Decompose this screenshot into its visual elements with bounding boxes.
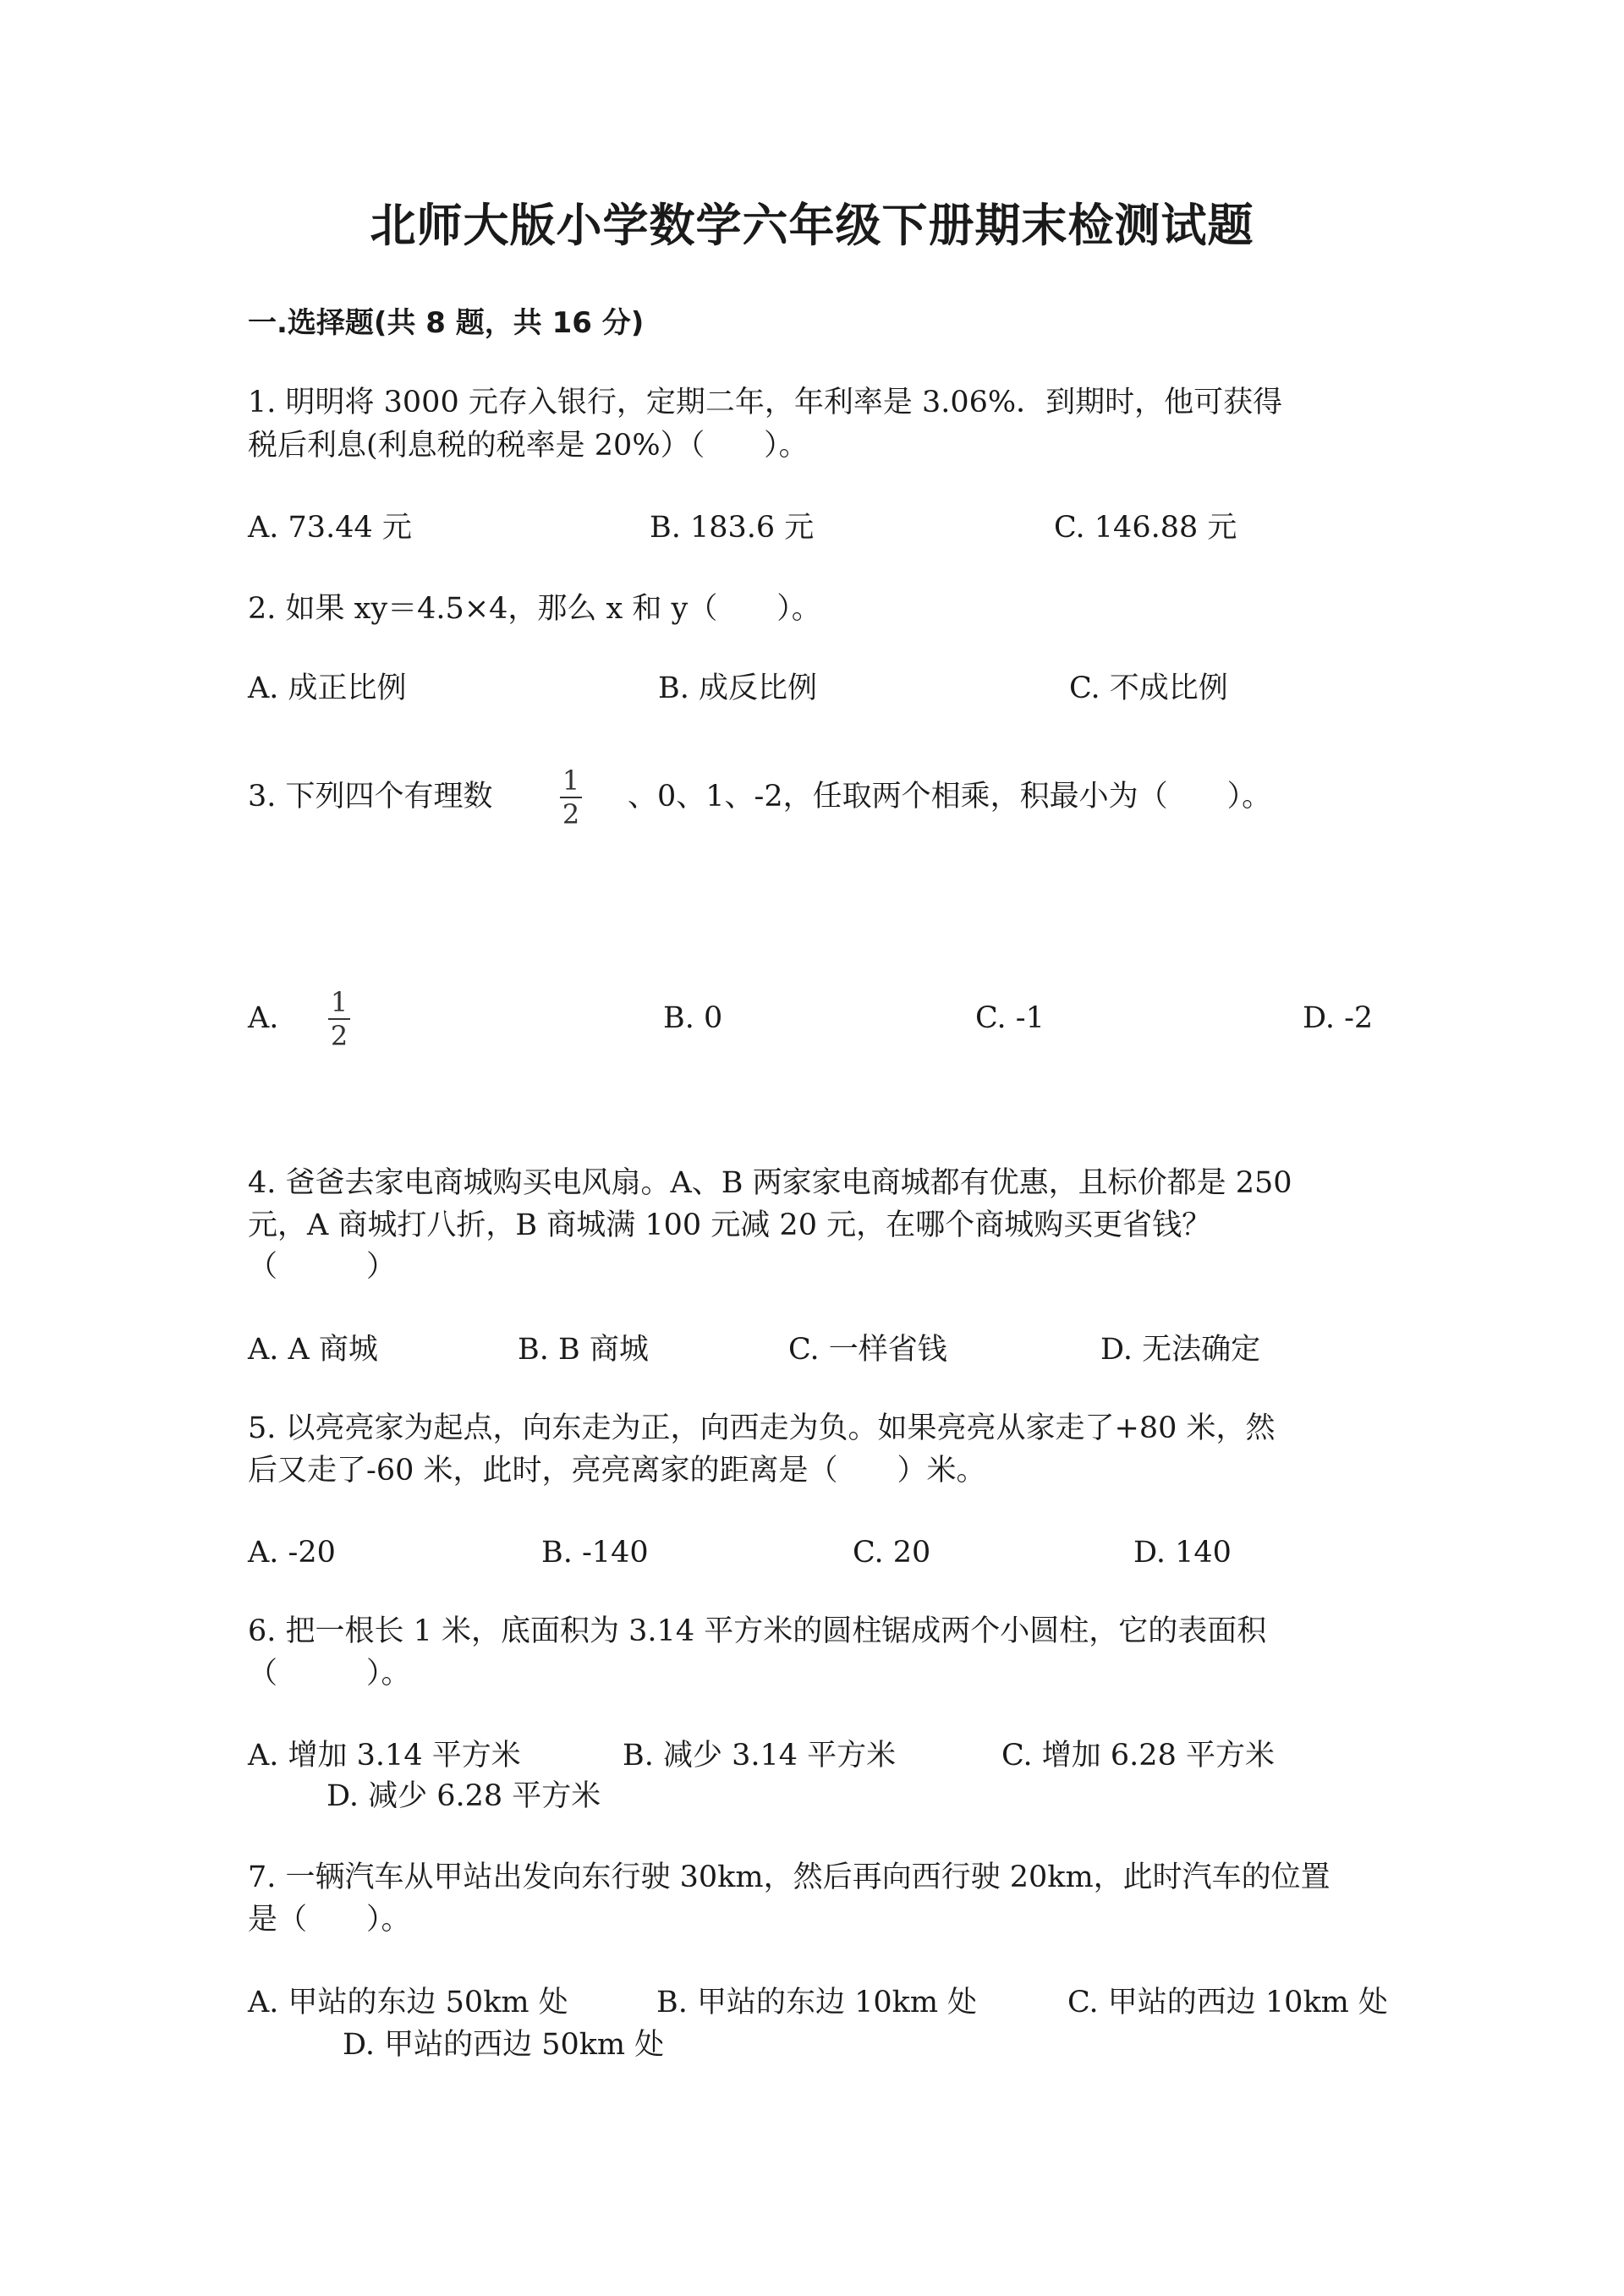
question-1-line-2: 税后利息(利息税的税率是 20%）（ ）。 [248, 429, 809, 463]
fraction-numerator: 1 [330, 986, 348, 1018]
question-6-option-c: C. 增加 6.28 平方米 [1001, 1739, 1275, 1773]
question-4-line-2: 元，A 商城打八折，B 商城满 100 元减 20 元，在哪个商城购买更省钱？ [248, 1208, 1212, 1242]
question-3-option-d: D. -2 [1303, 1001, 1374, 1035]
question-3-option-a-fraction [328, 988, 350, 1050]
question-3-option-c: C. -1 [975, 1001, 1045, 1035]
question-5-option-b: B. -140 [541, 1536, 649, 1570]
question-7-option-d: D. 甲站的西边 50km 处 [343, 2028, 665, 2062]
question-5-option-c: C. 20 [853, 1536, 931, 1570]
question-1-option-c: C. 146.88 元 [1054, 511, 1237, 545]
question-3-option-a-label: A. [248, 1001, 279, 1035]
question-7-line-1: 7. 一辆汽车从甲站出发向东行驶 30km，然后再向西行驶 20km，此时汽车的位置 [248, 1860, 1330, 1894]
question-2-option-a: A. 成正比例 [248, 671, 407, 705]
question-6-option-b: B. 减少 3.14 平方米 [623, 1739, 897, 1773]
question-4-option-d: D. 无法确定 [1100, 1333, 1261, 1367]
question-3-fraction [560, 766, 582, 829]
question-2-line-1: 2. 如果 xy＝4.5×4，那么 x 和 y（ ）。 [248, 592, 821, 626]
question-4-option-c: C. 一样省钱 [788, 1333, 947, 1367]
question-3-prefix: 3. 下列四个有理数 [248, 780, 493, 814]
question-6-line-2: （ ）。 [248, 1657, 411, 1690]
fraction-numerator: 1 [562, 764, 580, 797]
question-5-option-d: D. 140 [1133, 1536, 1232, 1570]
question-6-option-d: D. 减少 6.28 平方米 [326, 1779, 601, 1813]
section-heading: 一.选择题(共 8 题，共 16 分) [248, 306, 645, 340]
question-1-option-a: A. 73.44 元 [248, 511, 412, 545]
question-4-line-3: （ ） [248, 1250, 397, 1284]
question-4-option-a: A. A 商城 [248, 1333, 378, 1367]
question-5-line-2: 后又走了-60 米，此时，亮亮离家的距离是（ ）米。 [248, 1454, 986, 1488]
question-7-line-2: 是（ ）。 [248, 1903, 411, 1937]
question-6-line-1: 6. 把一根长 1 米，底面积为 3.14 平方米的圆柱锯成两个小圆柱，它的表面积 [248, 1614, 1267, 1648]
question-4-line-1: 4. 爸爸去家电商城购买电风扇。A、B 两家家电商城都有优惠，且标价都是 250 [248, 1166, 1292, 1200]
question-7-option-a: A. 甲站的东边 50km 处 [248, 1986, 568, 2019]
page-title: 北师大版小学数学六年级下册期末检测试题 [370, 199, 1254, 252]
question-6-option-a: A. 增加 3.14 平方米 [248, 1739, 521, 1773]
fraction-denominator: 2 [562, 798, 580, 830]
question-3-suffix: 、0、1、-2，任取两个相乘，积最小为（ ）。 [628, 780, 1272, 814]
question-5-line-1: 5. 以亮亮家为起点，向东走为正，向西走为负。如果亮亮从家走了+80 米，然 [248, 1411, 1276, 1445]
fraction-denominator: 2 [330, 1020, 348, 1052]
question-1-option-b: B. 183.6 元 [650, 511, 815, 545]
question-2-option-b: B. 成反比例 [658, 671, 817, 705]
question-2-option-c: C. 不成比例 [1069, 671, 1228, 705]
question-7-option-c: C. 甲站的西边 10km 处 [1067, 1986, 1388, 2019]
question-5-option-a: A. -20 [248, 1536, 336, 1570]
question-4-option-b: B. B 商城 [518, 1333, 649, 1367]
question-3-option-b: B. 0 [663, 1001, 723, 1035]
question-7-option-b: B. 甲站的东边 10km 处 [656, 1986, 978, 2019]
question-1-line-1: 1. 明明将 3000 元存入银行，定期二年，年利率是 3.06%．到期时，他可获得 [248, 386, 1283, 419]
